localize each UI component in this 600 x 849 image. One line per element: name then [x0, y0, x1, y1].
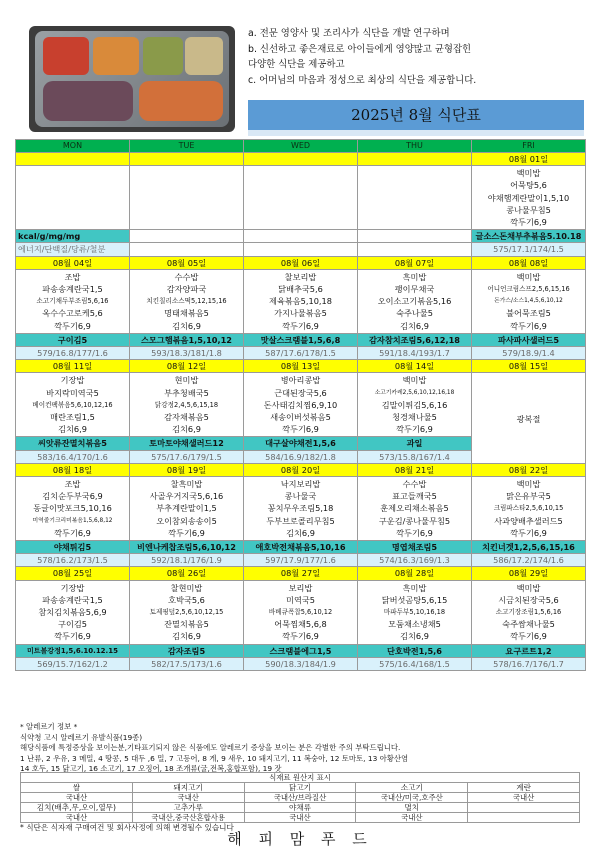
menu-item: 구운김/콩나물무침5 [378, 515, 451, 526]
menu-item: 깍두기6,9 [54, 320, 91, 331]
menu-item: 기장밥 [60, 582, 85, 593]
nutrition-row [16, 554, 586, 567]
nutrition-cell: 590/18.3/184/1.9 [244, 657, 358, 670]
day-menu-cell [358, 373, 472, 437]
date-cell: 08월 08일 [472, 256, 586, 269]
origin-table [20, 772, 580, 823]
menu-item: 오이소고기볶음5,16 [377, 296, 452, 307]
menu-item: 광복절 [516, 413, 541, 424]
menu-item: 어묵찜채5,6,8 [274, 619, 327, 630]
menu-item: 깍두기6,9 [282, 631, 319, 642]
change-notice: * 식단은 식자재 구매여건 및 회사사정에 의해 변경될수 있습니다 [20, 823, 234, 832]
nutrition-cell: 578/16.2/173/1.5 [16, 554, 130, 567]
date-cell: 08월 19일 [130, 463, 244, 476]
day-menu-cell [130, 580, 244, 644]
origin-value: 국내산 [132, 793, 244, 803]
day-menu-cell [472, 373, 586, 463]
date-cell [130, 153, 244, 166]
menu-item: 미역국5 [286, 594, 315, 605]
special-dish-cell: 대구살야채전1,5,6 [244, 437, 358, 450]
menu-item: 미역줄기크리미볶음1,5,6,8,12 [32, 517, 113, 524]
origin-value: 국내산,중국산혼합사용 [132, 813, 244, 823]
origin-header: 닭고기 [244, 783, 356, 793]
special-dish-row [16, 333, 586, 346]
day-menu-cell [244, 269, 358, 333]
nutrition-cell: 에너지/단백질/당류/철분 [16, 243, 130, 256]
special-dish-cell: 과일 [358, 437, 472, 450]
menu-item: 훈제오리채소볶음5 [380, 503, 449, 514]
menu-item: 소고기채두부조림5,6,16 [36, 297, 109, 306]
menu-item: 바지락미역국5 [46, 387, 99, 398]
menu-item: 어묵탕5,6 [510, 180, 547, 191]
menu-item: 찰보리밥 [284, 271, 317, 282]
menu-item: 참치김치볶음5,6,9 [38, 607, 107, 618]
date-row [16, 463, 586, 476]
date-cell: 08월 21일 [358, 463, 472, 476]
intro-line: 다양한 식단을 제공하고 [248, 59, 345, 70]
date-cell [358, 153, 472, 166]
menu-item: 마파두부5,10,16,18 [383, 608, 446, 617]
special-dish-row [16, 644, 586, 657]
menu-item: 콩나물국 [284, 491, 317, 502]
menu-item: 어니언크림스프2,5,6,15,16 [487, 285, 570, 294]
weekday-header: TUE [130, 140, 244, 153]
day-menu-cell [472, 166, 586, 230]
nutrition-cell: 597/17.9/177/1.6 [244, 554, 358, 567]
allergy-desc: 해당식품에 특정증상을 보이는분,기타표기되지 않은 식품에도 알레르기 증상을 보이는 분은 각별한 주의 부탁드립니다. [20, 743, 401, 753]
menu-item: 김치순두부국6,9 [42, 491, 103, 502]
date-cell: 08월 04일 [16, 256, 130, 269]
date-row [16, 567, 586, 580]
origin-value: 국내산 [244, 813, 356, 823]
menu-item: 깍두기6,9 [282, 424, 319, 435]
date-cell: 08월 13일 [244, 360, 358, 373]
origin-value [468, 813, 580, 823]
date-cell: 08월 27일 [244, 567, 358, 580]
nutrition-cell: 586/17.2/174/1.6 [472, 554, 586, 567]
menu-items-row [16, 373, 586, 437]
menu-item: 매란조림1,5 [50, 412, 95, 423]
special-dish-cell: kcal/g/mg/mg [16, 230, 130, 243]
allergy-info [20, 722, 590, 775]
date-cell: 08월 26일 [130, 567, 244, 580]
menu-item: 흑미밥 [402, 271, 427, 282]
date-cell: 08월 07일 [358, 256, 472, 269]
menu-item: 깍두기6,9 [168, 527, 205, 538]
menu-item: 사과양배추샐러드5 [494, 515, 563, 526]
menu-item: 기장밥 [60, 375, 85, 386]
menu-item: 소고기카레2,5,6,10,12,16,18 [374, 389, 455, 396]
date-cell [16, 153, 130, 166]
date-row [16, 153, 586, 166]
origin-header: 돼지고기 [132, 783, 244, 793]
menu-item: 찰흑미밥 [170, 479, 203, 490]
day-menu-cell [130, 269, 244, 333]
menu-item: 돈사태김치찜6,9,10 [263, 399, 338, 410]
allergy-list: 14 호두, 15 닭고기, 16 소고기, 17 오징어, 18 조개류(굴,전복,홍합포함), 19 잣 [20, 764, 282, 774]
menu-item: 동글이맛포크5,10,16 [33, 503, 112, 514]
menu-item: 근대된장국5,6 [274, 387, 327, 398]
intro-line: a. 전문 영양사 및 조리사가 식단을 개발 연구하며 [248, 28, 450, 39]
special-dish-cell: 토마토야채샐러드12 [130, 437, 244, 450]
nutrition-cell [358, 243, 472, 256]
intro-text [248, 26, 476, 88]
special-dish-cell: 단호박전1,5,6 [358, 644, 472, 657]
origin-value: 국내산 [468, 793, 580, 803]
weekday-header: FRI [472, 140, 586, 153]
menu-item: 찰현미밥 [170, 582, 203, 593]
menu-item: 바베큐폭찹5,6,10,12 [268, 608, 333, 617]
menu-item: 콩나물무침5 [506, 204, 551, 215]
menu-item: 소고기장조림1,5,6,16 [495, 608, 562, 617]
menu-item: 김치6,9 [172, 424, 201, 435]
date-row [16, 256, 586, 269]
menu-item: 깍두기6,9 [54, 631, 91, 642]
company-name: 해 피 맘 푸 드 [227, 830, 373, 848]
date-cell: 08월 12일 [130, 360, 244, 373]
day-menu-cell [16, 477, 130, 541]
day-menu-cell [244, 166, 358, 230]
special-dish-row [16, 541, 586, 554]
menu-item: 베이컨팩볶음5,6,10,12,16 [32, 400, 113, 409]
day-menu-cell [130, 166, 244, 230]
special-dish-cell: 미트볼강정1,5,6.10.12.15 [16, 644, 130, 657]
date-cell: 08월 11일 [16, 360, 130, 373]
day-menu-cell [16, 166, 130, 230]
menu-item: 돈가스/소스1,4,5,6,10,12 [494, 298, 563, 305]
menu-item: 새송이버섯볶음5 [270, 412, 331, 423]
origin-header: 야채류 [244, 803, 356, 813]
nutrition-cell: 573/15.8/167/1.4 [358, 450, 472, 463]
special-dish-cell: 애호박전채볶음5,10,16 [244, 541, 358, 554]
special-dish-cell [358, 230, 472, 243]
menu-item: 사골우거지국5,6,16 [149, 491, 224, 502]
food-tray-photo [29, 26, 235, 132]
nutrition-cell: 575/17.1/174/1.5 [472, 243, 586, 256]
menu-item: 부추계란말이1,5 [156, 503, 217, 514]
special-dish-cell [244, 230, 358, 243]
menu-item: 야채햄계란말이1,5,10 [487, 192, 570, 203]
nutrition-cell: 569/15.7/162/1.2 [16, 657, 130, 670]
menu-item: 닭강정2,4,5,6,15,18 [154, 400, 219, 409]
menu-item: 호박국5,6 [168, 594, 205, 605]
menu-item: 구이김5 [58, 619, 87, 630]
special-dish-cell: 맛살스크램블1,5,6,8 [244, 333, 358, 346]
special-dish-cell: 요구르트1,2 [472, 644, 586, 657]
menu-item: 백미밥 [402, 375, 427, 386]
origin-value: 국내산 [21, 813, 133, 823]
menu-item: 백미밥 [516, 582, 541, 593]
nutrition-row [16, 243, 586, 256]
nutrition-cell [130, 243, 244, 256]
nutrition-cell: 587/17.6/178/1.5 [244, 347, 358, 360]
menu-item: 깍두기6,9 [396, 527, 433, 538]
day-menu-cell [16, 580, 130, 644]
allergy-heading: * 알레르기 정보 * [20, 722, 78, 731]
special-dish-cell: 치킨너겟1,2,5,6,15,16 [472, 541, 586, 554]
origin-header: 계란 [468, 783, 580, 793]
menu-item: 닭버섯곰탕5,6,15 [381, 594, 448, 605]
special-dish-cell: 감자조림5 [130, 644, 244, 657]
nutrition-cell: 591/18.4/193/1.7 [358, 347, 472, 360]
day-menu-cell [130, 373, 244, 437]
nutrition-cell: 579/18.9/1.4 [472, 347, 586, 360]
origin-header: 고추가루 [132, 803, 244, 813]
menu-item: 옥수수고로케5,6 [42, 308, 103, 319]
nutrition-cell: 582/17.5/173/1.6 [130, 657, 244, 670]
menu-item: 명태채볶음5 [164, 308, 209, 319]
special-dish-row [16, 230, 586, 243]
special-dish-cell: 야채튀김5 [16, 541, 130, 554]
special-dish-cell: 씨앗류잔멸치볶음5 [16, 437, 130, 450]
nutrition-cell: 583/16.4/170/1.6 [16, 450, 130, 463]
day-menu-cell [16, 269, 130, 333]
menu-table [15, 139, 586, 671]
menu-item: 김말이튀김5,6,16 [381, 399, 448, 410]
menu-items-row [16, 477, 586, 541]
nutrition-row [16, 347, 586, 360]
date-cell: 08월 01일 [472, 153, 586, 166]
menu-item: 꽁치무우조림5,18 [267, 503, 334, 514]
menu-item: 숙주쌈채나물5 [502, 619, 555, 630]
nutrition-cell: 579/16.8/177/1.6 [16, 347, 130, 360]
menu-items-row [16, 580, 586, 644]
day-menu-cell [472, 477, 586, 541]
day-menu-cell [358, 269, 472, 333]
weekday-header-row [16, 140, 586, 153]
menu-item: 백미밥 [516, 271, 541, 282]
menu-item: 깍두기6,9 [510, 527, 547, 538]
menu-items-row [16, 269, 586, 333]
nutrition-cell: 575/17.6/179/1.5 [130, 450, 244, 463]
origin-value: 국내산/미국,호주산 [356, 793, 468, 803]
date-cell: 08월 20일 [244, 463, 358, 476]
date-cell: 08월 06일 [244, 256, 358, 269]
menu-item: 시금치된장국5,6 [498, 594, 559, 605]
origin-value: 국내산 [356, 813, 468, 823]
special-dish-cell: 비엔나케찹조림5,6,10,12 [130, 541, 244, 554]
nutrition-cell: 584/16.9/182/1.8 [244, 450, 358, 463]
nutrition-cell [244, 243, 358, 256]
nutrition-cell: 593/18.3/181/1.8 [130, 347, 244, 360]
date-cell: 08월 28일 [358, 567, 472, 580]
menu-item: 두부브로콜리무침5 [266, 515, 335, 526]
menu-item: 표고들깨국5 [392, 491, 437, 502]
menu-item: 숙주나물5 [396, 308, 433, 319]
origin-value: 국내산/브라질산 [244, 793, 356, 803]
weekday-header: WED [244, 140, 358, 153]
intro-line: b. 신선하고 좋은재료로 아이들에게 영양많고 균형잡힌 [248, 43, 472, 55]
menu-item: 크림파스타2,5,6,10,15 [493, 504, 564, 513]
special-dish-cell [130, 230, 244, 243]
menu-item: 깍두기6,9 [54, 527, 91, 538]
menu-item: 깍두기6,9 [510, 320, 547, 331]
menu-item: 보리밥 [288, 582, 313, 593]
intro-line: c. 어머님의 마음과 정성으로 최상의 식단을 제공합니다. [248, 74, 477, 86]
date-cell: 08월 25일 [16, 567, 130, 580]
nutrition-cell: 592/18.1/176/1.9 [130, 554, 244, 567]
day-menu-cell [472, 269, 586, 333]
special-dish-cell: 명엽채조림5 [358, 541, 472, 554]
menu-item: 잔멸치볶음5 [164, 619, 209, 630]
menu-item: 김치6,9 [286, 527, 315, 538]
page-title [248, 100, 584, 130]
allergy-subheading: 식약청 고시 알레르기 유발식품(19종) [20, 732, 143, 742]
menu-item: 감자양파국 [166, 284, 207, 295]
day-menu-cell [130, 477, 244, 541]
menu-item: 깍두기6,9 [510, 217, 547, 228]
menu-item: 청경채나물5 [392, 412, 437, 423]
menu-item: 백미밥 [516, 479, 541, 490]
origin-header: 소고기 [356, 783, 468, 793]
origin-header: 김치(배추,무,오이,열무) [21, 803, 133, 813]
menu-item: 백미밥 [516, 168, 541, 179]
day-menu-cell [358, 166, 472, 230]
menu-item: 낙지보리밥 [280, 479, 321, 490]
date-cell: 08월 15일 [472, 360, 586, 373]
special-dish-cell: 감자참치조림5,6,12,18 [358, 333, 472, 346]
menu-item: 병아리콩밥 [280, 375, 321, 386]
menu-item: 토제핑덮2,5,6,10,12,15 [149, 608, 224, 617]
menu-item: 흑미밥 [402, 582, 427, 593]
date-row [16, 360, 586, 373]
menu-item: 깍두기6,9 [396, 424, 433, 435]
menu-item: 깍두기6,9 [510, 631, 547, 642]
menu-item: 파송송계란국1,5 [42, 284, 103, 295]
menu-item: 현미밥 [174, 375, 199, 386]
menu-item: 모둠채소냉채5 [388, 619, 441, 630]
menu-item: 수수밥 [174, 271, 199, 282]
menu-item: 닭배추국5,6 [278, 284, 323, 295]
menu-item: 파송송계란국1,5 [42, 594, 103, 605]
date-cell: 08월 05일 [130, 256, 244, 269]
special-dish-cell: 구이김5 [16, 333, 130, 346]
menu-item: 불어묵조림5 [506, 308, 551, 319]
menu-item: 깍두기6,9 [282, 320, 319, 331]
menu-item: 김치6,9 [172, 631, 201, 642]
menu-item: 조밥 [64, 271, 81, 282]
date-cell: 08월 22일 [472, 463, 586, 476]
origin-value: 국내산 [21, 793, 133, 803]
date-cell: 08월 29일 [472, 567, 586, 580]
date-cell [244, 153, 358, 166]
special-dish-cell: 스크램블에그1,5 [244, 644, 358, 657]
allergy-list: 1 난류, 2 우유, 3 메밀, 4 땅콩, 5 대두 ,6 밀, 7 고등어, 8 게, 9 새우, 10 돼지고기, 11 복숭아, 12 토마토, 13 아황산염 [20, 753, 409, 763]
menu-items-row [16, 166, 586, 230]
menu-item: 치킨칠리소스떡5,12,15,16 [146, 297, 227, 306]
nutrition-cell: 578/16.7/176/1.7 [472, 657, 586, 670]
menu-item: 감자채볶음5 [164, 412, 209, 423]
origin-header: 멸치 [356, 803, 468, 813]
menu-item: 제육볶음5,10,18 [269, 296, 332, 307]
menu-item: 부추청배국5 [164, 387, 209, 398]
special-dish-cell: 글소스돈채부추볶음5.10.18 [472, 230, 586, 243]
menu-item: 김치6,9 [172, 320, 201, 331]
menu-item: 팽이무채국 [394, 284, 435, 295]
menu-item: 김치6,9 [400, 320, 429, 331]
weekday-header: MON [16, 140, 130, 153]
nutrition-row [16, 657, 586, 670]
menu-item: 김치6,9 [400, 631, 429, 642]
special-dish-cell: 파사파사샐러드5 [472, 333, 586, 346]
origin-header: 쌀 [21, 783, 133, 793]
menu-item: 오이참외송송이5 [156, 515, 217, 526]
day-menu-cell [244, 580, 358, 644]
special-dish-cell: 스모그햄볶음1,5,10,12 [130, 333, 244, 346]
menu-item: 가지나물볶음5 [274, 308, 327, 319]
weekday-header: THU [358, 140, 472, 153]
day-menu-cell [244, 477, 358, 541]
day-menu-cell [358, 477, 472, 541]
page-title-text: 2025년 8월 식단표 [351, 106, 481, 124]
menu-item: 조밥 [64, 479, 81, 490]
origin-header [468, 803, 580, 813]
menu-item: 김치6,9 [58, 424, 87, 435]
day-menu-cell [16, 373, 130, 437]
menu-item: 수수밥 [402, 479, 427, 490]
origin-title: 식재료 원산지 표시 [21, 773, 580, 783]
menu-item: 맑은유부국5 [506, 491, 551, 502]
nutrition-cell: 575/16.4/168/1.5 [358, 657, 472, 670]
nutrition-cell: 574/16.3/169/1.3 [358, 554, 472, 567]
day-menu-cell [472, 580, 586, 644]
day-menu-cell [244, 373, 358, 437]
day-menu-cell [358, 580, 472, 644]
date-cell: 08월 14일 [358, 360, 472, 373]
date-cell: 08월 18일 [16, 463, 130, 476]
